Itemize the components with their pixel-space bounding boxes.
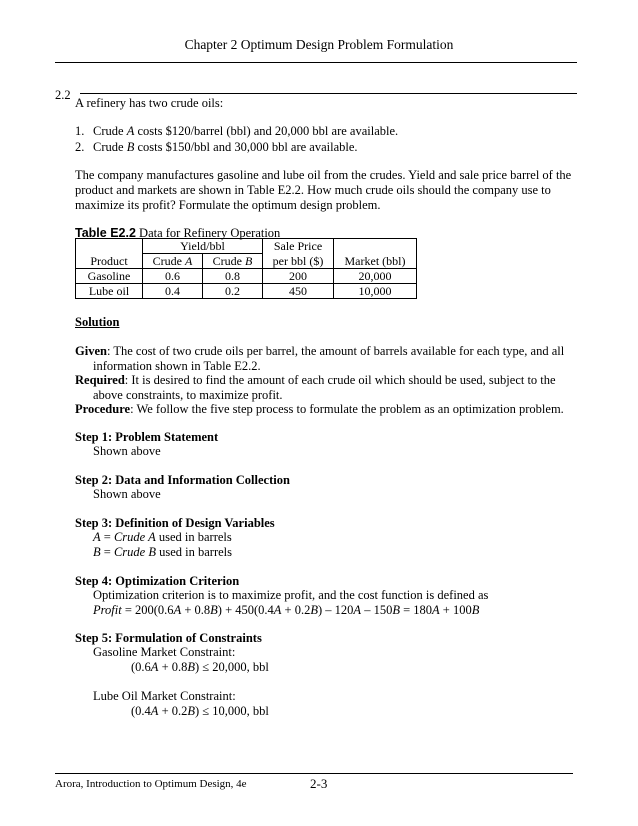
page-number: 2-3: [310, 776, 328, 791]
step-1-body: Shown above: [93, 444, 161, 458]
list-item-crude-b: [75, 139, 580, 155]
solution-heading: Solution: [75, 315, 120, 329]
given-line-1: [75, 343, 580, 359]
formula-variable: A: [150, 704, 159, 718]
formula-text: (0.6: [131, 660, 151, 674]
table-cell-market: 20,000: [334, 269, 417, 284]
table-header-cell: [334, 239, 417, 254]
table-cell-product: Lube oil: [76, 284, 143, 299]
procedure-label: Procedure: [75, 402, 131, 416]
formula-text: + 0.8: [158, 660, 188, 674]
variable-name: Crude B: [113, 545, 156, 559]
table-header-sale-price-2: per bbl ($): [263, 254, 334, 269]
formula-text: + 0.2: [281, 603, 311, 617]
step-3-title: Step 3: Definition of Design Variables: [75, 516, 275, 530]
formula-text: + 0.2: [158, 704, 188, 718]
required-label: Required: [75, 373, 125, 387]
list-item-variable: B: [126, 140, 135, 154]
formula-text: = 200(0.6: [121, 603, 174, 617]
formula-variable: A: [150, 660, 159, 674]
definition-text: used in barrels: [155, 530, 232, 544]
header-variable: A: [184, 254, 193, 268]
required-line-2: above constraints, to maximize profit.: [93, 388, 283, 402]
step-3-def-a: [93, 529, 580, 545]
step-2-title: Step 2: Data and Information Collection: [75, 473, 290, 487]
problem-paragraph-line-1: The company manufactures gasoline and lube oil from the crudes. Yield and sale price barrel of the: [75, 168, 572, 182]
table-cell-yield-a: 0.4: [143, 284, 203, 299]
data-table: [75, 238, 417, 299]
header-divider: [55, 62, 577, 63]
problem-divider: [80, 93, 577, 94]
gasoline-constraint-formula: [131, 659, 269, 675]
formula-text: + 100: [439, 603, 472, 617]
table-row: [76, 269, 417, 284]
formula-text: + 0.8: [181, 603, 211, 617]
variable-symbol: A: [93, 530, 101, 544]
table-cell-price: 200: [263, 269, 334, 284]
step-2-body: Shown above: [93, 487, 161, 501]
given-label: Given: [75, 344, 107, 358]
list-item-text: Crude: [93, 124, 127, 138]
given-line-2: information shown in Table E2.2.: [93, 359, 261, 373]
header-variable: B: [244, 254, 253, 268]
formula-text: (0.4: [131, 704, 151, 718]
formula-variable: B: [187, 660, 196, 674]
header-text: Crude: [212, 254, 245, 268]
table-cell-yield-a: 0.6: [143, 269, 203, 284]
lube-oil-constraint-label: Lube Oil Market Constraint:: [93, 689, 236, 703]
table-header-sale-price-1: Sale Price: [263, 239, 334, 254]
formula-variable: B: [471, 603, 480, 617]
list-item-number: 2.: [75, 140, 85, 154]
step-3-def-b: [93, 544, 580, 560]
procedure-text: : We follow the five step process to formulate the problem as an optimization problem.: [130, 402, 564, 416]
list-item-text: costs $120/barrel (bbl) and 20,000 bbl are available.: [134, 124, 399, 138]
formula-variable: A: [432, 603, 440, 617]
given-text: : The cost of two crude oils per barrel, the amount of barrels available for each type, and all: [106, 344, 565, 358]
table-header-cell: [76, 239, 143, 254]
problem-paragraph-line-3: maximize its profit? Formulate the optimum design problem.: [75, 198, 381, 212]
profit-formula: [93, 602, 580, 618]
problem-paragraph-line-2: product and markets are shown in Table E2.2. How much crude oils should the company use to: [75, 183, 551, 197]
list-item-text: costs $150/bbl and 30,000 bbl are available.: [134, 140, 358, 154]
problem-number: 2.2: [55, 88, 71, 102]
formula-text: – 150: [361, 603, 393, 617]
formula-variable: B: [310, 603, 318, 617]
table-header-market: Market (bbl): [334, 254, 417, 269]
table-cell-yield-b: 0.2: [203, 284, 263, 299]
procedure-line: [75, 401, 580, 417]
formula-variable: B: [392, 603, 400, 617]
variable-name: Crude A: [113, 530, 156, 544]
required-line-1: [75, 372, 580, 388]
table-cell-product: Gasoline: [76, 269, 143, 284]
table-label: Table E2.2: [75, 226, 136, 240]
formula-text: ) + 450(0.4: [217, 603, 274, 617]
table-header-product: Product: [76, 254, 143, 269]
step-4-body: Optimization criterion is to maximize profit, and the cost function is defined as: [93, 588, 489, 602]
table-caption-text: Data for Refinery Operation: [139, 226, 281, 240]
lube-oil-constraint-formula: [131, 703, 269, 719]
table-header-crude-a: [143, 254, 203, 269]
equals-text: =: [100, 530, 114, 544]
definition-text: used in barrels: [155, 545, 232, 559]
table-cell-market: 10,000: [334, 284, 417, 299]
formula-variable: A: [353, 603, 362, 617]
table-row: [76, 284, 417, 299]
required-text: : It is desired to find the amount of each crude oil which should be used, subject to the: [124, 373, 556, 387]
formula-variable: A: [173, 603, 182, 617]
list-item-variable: A: [126, 124, 135, 138]
header-text: Crude: [152, 254, 185, 268]
gasoline-constraint-label: Gasoline Market Constraint:: [93, 645, 236, 659]
formula-text: = 180: [399, 603, 433, 617]
list-item-number: 1.: [75, 124, 85, 138]
formula-text: ) – 120: [318, 603, 354, 617]
formula-variable: B: [210, 603, 218, 617]
variable-symbol: B: [93, 545, 101, 559]
table-cell-price: 450: [263, 284, 334, 299]
formula-variable: B: [187, 704, 196, 718]
equals-text: =: [100, 545, 114, 559]
formula-variable: Profit: [93, 603, 122, 617]
list-item-crude-a: [75, 123, 580, 139]
step-5-title: Step 5: Formulation of Constraints: [75, 631, 262, 645]
table-header-crude-b: [203, 254, 263, 269]
table-cell-yield-b: 0.8: [203, 269, 263, 284]
footer-citation: Arora, Introduction to Optimum Design, 4e: [55, 778, 247, 790]
problem-intro: A refinery has two crude oils:: [75, 96, 224, 110]
page-header-title: Chapter 2 Optimum Design Problem Formulation: [184, 37, 454, 52]
footer-divider: [55, 773, 573, 774]
formula-variable: A: [273, 603, 282, 617]
list-item-text: Crude: [93, 140, 127, 154]
step-4-title: Step 4: Optimization Criterion: [75, 574, 240, 588]
table-header-yield: Yield/bbl: [143, 239, 263, 254]
step-1-title: Step 1: Problem Statement: [75, 430, 219, 444]
formula-text: ) ≤ 10,000, bbl: [195, 704, 269, 718]
formula-text: ) ≤ 20,000, bbl: [195, 660, 269, 674]
